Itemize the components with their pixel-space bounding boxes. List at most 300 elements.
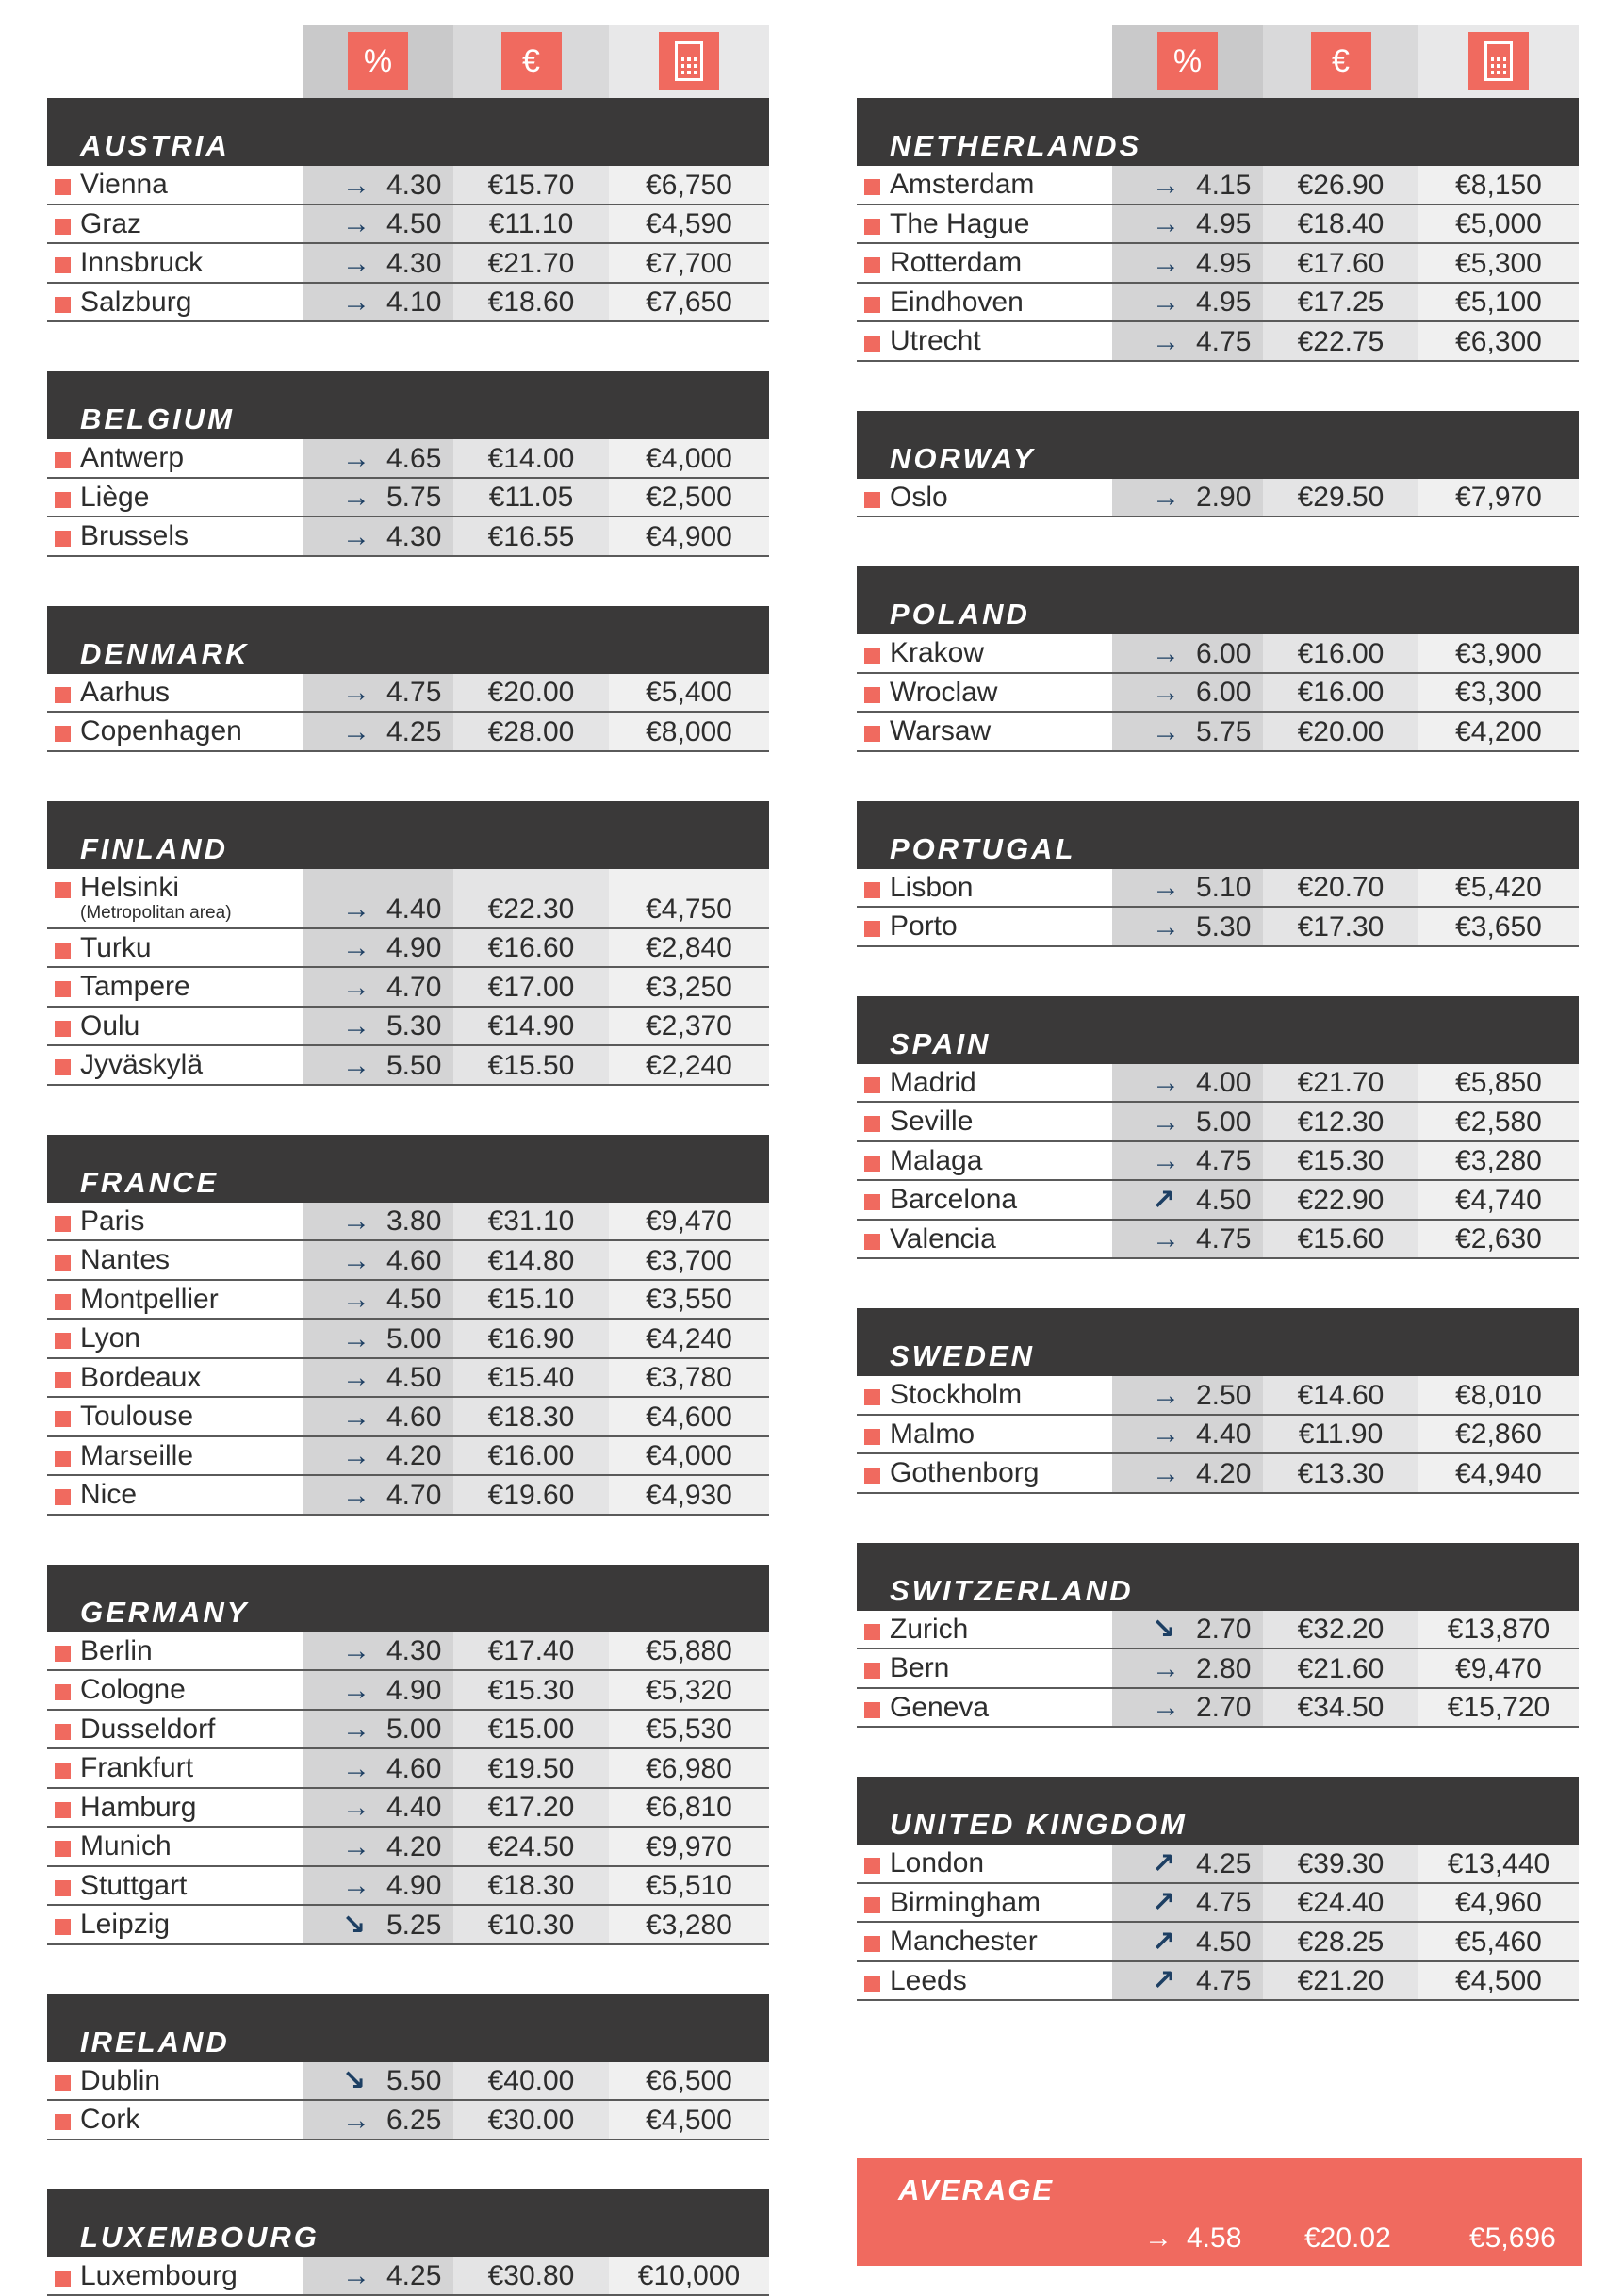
yield-value: 4.40 — [386, 893, 442, 925]
rent-value: €16.00 — [1297, 677, 1385, 708]
yield-value: 3.80 — [386, 1205, 442, 1237]
country-section-france — [47, 1135, 769, 1516]
bullet-square-icon — [55, 1724, 71, 1740]
yield-value: 2.50 — [1196, 1379, 1252, 1411]
city-row — [47, 1203, 769, 1242]
price-value: €3,300 — [1455, 677, 1542, 708]
city-name: Manchester — [890, 1926, 1038, 1957]
bullet-square-icon — [55, 257, 71, 273]
bullet-square-icon — [864, 492, 880, 508]
bullet-square-icon — [864, 687, 880, 703]
city-name: Cologne — [80, 1674, 186, 1705]
city-name: Berlin — [80, 1634, 153, 1666]
price-value: €9,970 — [646, 1830, 732, 1862]
city-row — [47, 1476, 769, 1516]
yield-value: 6.00 — [1196, 677, 1252, 708]
yield-value: 4.25 — [386, 2260, 442, 2291]
euro-icon: € — [501, 32, 562, 90]
city-name: Nantes — [80, 1244, 171, 1275]
price-value: €2,370 — [646, 1010, 732, 1041]
rent-value: €17.00 — [487, 971, 575, 1003]
bullet-square-icon — [55, 981, 71, 997]
rent-value: €19.50 — [487, 1752, 575, 1784]
city-row — [857, 674, 1579, 713]
price-value: €5,420 — [1455, 872, 1542, 903]
city-name: Nice — [80, 1479, 138, 1510]
rent-value: €15.30 — [1297, 1145, 1385, 1176]
rent-value: €26.90 — [1297, 169, 1385, 201]
rent-value: €15.40 — [487, 1362, 575, 1393]
yield-value: 4.40 — [386, 1792, 442, 1823]
yield-value: 4.50 — [386, 1284, 442, 1315]
price-value: €13,870 — [1447, 1614, 1550, 1645]
arrow-right-icon: → — [1152, 247, 1180, 279]
city-row — [47, 1867, 769, 1907]
city-name: Lyon — [80, 1322, 140, 1353]
arrow-right-icon: → — [342, 1752, 370, 1784]
country-name: SPAIN — [890, 1026, 992, 1060]
yield-value: 4.95 — [1196, 208, 1252, 239]
price-value: €4,000 — [646, 1440, 732, 1471]
yield-value: 4.75 — [1196, 1965, 1252, 1996]
country-section-austria — [47, 98, 769, 322]
percent-icon: % — [1157, 32, 1218, 90]
arrow-right-icon: → — [1152, 287, 1180, 318]
yield-value: 2.70 — [1196, 1692, 1252, 1723]
yield-value: 2.70 — [1196, 1614, 1252, 1645]
price-value: €7,970 — [1455, 482, 1542, 513]
city-name: Amsterdam — [890, 169, 1035, 200]
bullet-square-icon — [864, 1234, 880, 1250]
bullet-square-icon — [55, 219, 71, 235]
bullet-square-icon — [864, 648, 880, 664]
rent-value: €12.30 — [1297, 1106, 1385, 1138]
city-name: Utrecht — [890, 325, 981, 356]
rent-value: €30.80 — [487, 2260, 575, 2291]
rent-value: €17.60 — [1297, 247, 1385, 279]
city-row — [857, 1454, 1579, 1494]
price-value: €4,200 — [1455, 715, 1542, 747]
bullet-square-icon — [55, 1646, 71, 1662]
rent-value: €19.60 — [487, 1479, 575, 1511]
average-rent: €20.02 — [1304, 2222, 1391, 2254]
city-name: Bordeaux — [80, 1361, 202, 1393]
rent-value: €28.25 — [1297, 1926, 1385, 1958]
arrow-right-icon: → — [342, 1830, 370, 1862]
country-name: POLAND — [890, 598, 1030, 631]
city-row — [857, 1611, 1579, 1650]
arrow-right-icon: → — [1144, 2222, 1172, 2254]
price-value: €4,600 — [646, 1401, 732, 1433]
arrow-right-icon: → — [342, 169, 370, 201]
country-section-denmark — [47, 606, 769, 752]
city-row — [857, 713, 1579, 752]
yield-value: 4.60 — [386, 1752, 442, 1784]
city-name: Valencia — [890, 1222, 996, 1255]
arrow-right-icon: → — [1152, 1419, 1180, 1450]
city-name: Copenhagen — [80, 715, 242, 746]
arrow-right-icon: → — [342, 2104, 370, 2136]
city-row — [857, 1064, 1579, 1104]
arrow-right-icon: → — [1152, 1457, 1180, 1489]
city-row — [47, 674, 769, 713]
arrow-right-icon: → — [342, 1322, 370, 1354]
rent-value: €10.30 — [487, 1909, 575, 1941]
arrow-up-right-icon: ↗ — [1152, 1926, 1176, 1958]
arrow-right-icon: → — [342, 1870, 370, 1901]
yield-value: 4.65 — [386, 442, 442, 474]
arrow-right-icon: → — [342, 287, 370, 318]
arrow-right-icon: → — [1152, 715, 1180, 747]
city-name: Tampere — [80, 971, 190, 1002]
rent-value: €16.00 — [1297, 637, 1385, 669]
country-header — [47, 2189, 769, 2257]
rent-value: €34.50 — [1297, 1692, 1385, 1723]
price-value: €5,460 — [1455, 1926, 1542, 1958]
city-name: Liège — [80, 481, 150, 513]
country-header — [47, 1994, 769, 2062]
city-name: Zurich — [890, 1613, 969, 1645]
country-name: UNITED KINGDOM — [890, 1808, 1188, 1841]
arrow-right-icon: → — [1152, 1379, 1180, 1411]
bullet-square-icon — [55, 1059, 71, 1075]
arrow-down-right-icon: ↘ — [342, 1909, 367, 1941]
arrow-right-icon: → — [342, 1284, 370, 1315]
city-row — [47, 205, 769, 245]
yield-value: 4.95 — [1196, 247, 1252, 279]
arrow-right-icon: → — [342, 1362, 370, 1393]
price-value: €5,530 — [646, 1714, 732, 1745]
bullet-square-icon — [864, 297, 880, 313]
arrow-right-icon: → — [342, 208, 370, 239]
country-section-luxembourg — [47, 2189, 769, 2296]
arrow-right-icon: → — [1152, 1145, 1180, 1176]
city-name: Stuttgart — [80, 1869, 188, 1901]
price-value: €6,500 — [646, 2065, 732, 2096]
city-name: Stockholm — [890, 1379, 1023, 1410]
rent-value: €21.70 — [487, 247, 575, 279]
price-value: €4,930 — [646, 1479, 732, 1511]
bullet-square-icon — [864, 1429, 880, 1445]
building-icon — [659, 32, 719, 90]
city-row — [47, 1320, 769, 1359]
price-value: €5,100 — [1455, 287, 1542, 318]
city-name: Wroclaw — [890, 676, 998, 708]
city-row — [47, 929, 769, 969]
arrow-right-icon: → — [342, 1635, 370, 1666]
rent-value: €20.70 — [1297, 872, 1385, 903]
city-row — [857, 244, 1579, 284]
column-header — [47, 25, 769, 98]
rent-value: €15.00 — [487, 1714, 575, 1745]
price-value: €4,240 — [646, 1322, 732, 1354]
rent-value: €18.60 — [487, 287, 575, 318]
bullet-square-icon — [55, 1841, 71, 1857]
average-label: AVERAGE — [898, 2173, 1055, 2206]
arrow-up-right-icon: ↗ — [1152, 1847, 1176, 1879]
bullet-square-icon — [55, 1802, 71, 1818]
bullet-square-icon — [55, 1294, 71, 1310]
rent-value: €32.20 — [1297, 1614, 1385, 1645]
price-value: €5,510 — [646, 1870, 732, 1901]
city-name: Graz — [80, 207, 142, 239]
rent-value: €11.90 — [1298, 1419, 1384, 1450]
city-row — [857, 322, 1579, 362]
yield-value: 4.25 — [386, 715, 442, 747]
yield-value: 5.50 — [386, 2065, 442, 2096]
city-row — [47, 439, 769, 479]
arrow-right-icon: → — [1152, 1106, 1180, 1138]
city-row — [47, 1711, 769, 1750]
rent-value: €17.30 — [1297, 910, 1385, 943]
arrow-right-icon: → — [342, 1010, 370, 1041]
city-name: Gothenborg — [890, 1457, 1040, 1488]
price-value: €6,750 — [646, 169, 732, 201]
rent-value: €11.05 — [488, 482, 574, 513]
percent-icon: % — [348, 32, 408, 90]
bullet-square-icon — [55, 687, 71, 703]
city-row — [47, 2062, 769, 2102]
arrow-right-icon: → — [342, 1205, 370, 1237]
average-yield: 4.58 — [1187, 2222, 1242, 2254]
city-name: London — [890, 1847, 985, 1878]
bullet-square-icon — [864, 1077, 880, 1093]
yield-value: 4.30 — [386, 169, 442, 201]
yield-value: 4.90 — [386, 1870, 442, 1901]
rent-value: €17.20 — [487, 1792, 575, 1823]
yield-value: 4.60 — [386, 1244, 442, 1276]
city-name: Munich — [80, 1830, 172, 1861]
rent-value: €16.55 — [487, 520, 575, 552]
arrow-right-icon: → — [342, 247, 370, 279]
arrow-right-icon: → — [1152, 872, 1180, 903]
city-row — [47, 517, 769, 557]
bullet-square-icon — [864, 1663, 880, 1679]
bullet-square-icon — [55, 943, 71, 959]
city-name: Antwerp — [80, 442, 185, 473]
price-value: €5,880 — [646, 1635, 732, 1666]
average-price: €5,696 — [1469, 2222, 1556, 2254]
rent-value: €15.30 — [487, 1674, 575, 1706]
city-row — [47, 2101, 769, 2140]
yield-value: 5.30 — [386, 1010, 442, 1041]
city-name: Leeds — [890, 1964, 967, 1996]
arrow-up-right-icon: ↗ — [1152, 1965, 1176, 1996]
city-row — [857, 1103, 1579, 1142]
price-value: €3,250 — [646, 971, 732, 1003]
bullet-square-icon — [864, 1936, 880, 1952]
city-name: Porto — [890, 910, 958, 942]
rent-value: €16.90 — [487, 1322, 575, 1354]
price-value: €4,500 — [646, 2104, 732, 2136]
arrow-right-icon: → — [342, 1479, 370, 1511]
bullet-square-icon — [864, 257, 880, 273]
city-name: Oulu — [80, 1009, 140, 1041]
country-header — [857, 1777, 1579, 1845]
city-name: Geneva — [890, 1691, 990, 1723]
price-value: €3,550 — [646, 1284, 732, 1315]
yield-value: 4.75 — [1196, 1145, 1252, 1176]
yield-value: 6.25 — [386, 2104, 442, 2136]
price-value: €5,320 — [646, 1674, 732, 1706]
bullet-square-icon — [55, 1763, 71, 1779]
city-row — [857, 1376, 1579, 1416]
city-row — [857, 1884, 1579, 1924]
bullet-square-icon — [55, 1451, 71, 1467]
price-value: €5,000 — [1455, 208, 1542, 239]
rent-value: €18.30 — [487, 1401, 575, 1433]
bullet-square-icon — [55, 2114, 71, 2130]
city-row — [47, 968, 769, 1008]
country-section-belgium — [47, 371, 769, 557]
city-name: Birmingham — [890, 1886, 1041, 1918]
city-name: Dublin — [80, 2064, 161, 2096]
price-value: €6,810 — [646, 1792, 732, 1823]
city-name: Salzburg — [80, 286, 192, 318]
rent-value: €39.30 — [1297, 1847, 1385, 1879]
price-value: €4,940 — [1455, 1457, 1542, 1489]
rent-value: €24.50 — [487, 1830, 575, 1862]
city-name: Montpellier — [80, 1283, 219, 1315]
arrow-right-icon: → — [342, 715, 370, 747]
average-panel — [857, 2158, 1582, 2266]
country-section-norway — [857, 411, 1579, 518]
yield-value: 4.20 — [386, 1440, 442, 1471]
rent-value: €13.30 — [1297, 1457, 1385, 1489]
price-value: €3,280 — [1455, 1145, 1542, 1176]
country-name: NORWAY — [890, 441, 1036, 475]
bullet-square-icon — [55, 882, 71, 898]
price-value: €7,700 — [646, 247, 732, 279]
bullet-square-icon — [55, 1919, 71, 1935]
city-name: Cork — [80, 2104, 140, 2135]
country-name: AUSTRIA — [80, 129, 230, 162]
city-name: Lisbon — [890, 871, 974, 903]
yield-value: 5.75 — [386, 482, 442, 513]
bullet-square-icon — [864, 1858, 880, 1874]
city-name: Oslo — [890, 481, 948, 513]
yield-value: 5.50 — [386, 1049, 442, 1081]
bullet-square-icon — [55, 179, 71, 195]
city-row — [47, 713, 769, 752]
rent-value: €22.30 — [487, 893, 575, 925]
price-value: €8,000 — [646, 715, 732, 747]
country-header — [47, 371, 769, 439]
rent-value: €15.50 — [487, 1049, 575, 1081]
rent-value: €15.70 — [487, 169, 575, 201]
country-name: SWITZERLAND — [890, 1573, 1134, 1607]
country-section-ireland — [47, 1994, 769, 2140]
city-name: Helsinki — [80, 871, 180, 903]
yield-value: 4.60 — [386, 1401, 442, 1433]
arrow-right-icon: → — [1152, 637, 1180, 669]
country-header — [857, 801, 1579, 869]
rent-value: €29.50 — [1297, 482, 1385, 513]
price-value: €2,860 — [1455, 1419, 1542, 1450]
city-name: Paris — [80, 1205, 145, 1237]
country-section-portugal — [857, 801, 1579, 947]
rent-value: €24.40 — [1297, 1887, 1385, 1918]
bullet-square-icon — [55, 531, 71, 547]
city-name: Hamburg — [80, 1791, 197, 1823]
arrow-right-icon: → — [342, 1674, 370, 1706]
yield-value: 4.50 — [386, 1362, 442, 1393]
bullet-square-icon — [55, 726, 71, 742]
city-row — [47, 1828, 769, 1867]
city-name: Malmo — [890, 1418, 975, 1450]
city-row — [47, 1008, 769, 1047]
rent-value: €22.75 — [1297, 325, 1385, 357]
price-value: €6,300 — [1455, 325, 1542, 357]
country-name: SWEDEN — [890, 1339, 1036, 1372]
arrow-right-icon: → — [342, 932, 370, 963]
bullet-square-icon — [864, 1624, 880, 1640]
yield-value: 4.90 — [386, 1674, 442, 1706]
yield-value: 4.75 — [1196, 1223, 1252, 1255]
city-name: Vienna — [80, 169, 168, 200]
rent-value: €21.70 — [1297, 1067, 1385, 1098]
rent-value: €21.60 — [1297, 1652, 1385, 1684]
city-row — [857, 1142, 1579, 1182]
yield-value: 6.00 — [1196, 637, 1252, 669]
rent-value: €17.40 — [487, 1635, 575, 1666]
arrow-right-icon: → — [342, 971, 370, 1003]
arrow-right-icon: → — [1152, 1692, 1180, 1723]
city-row — [47, 1437, 769, 1477]
city-row — [857, 908, 1579, 947]
country-section-spain — [857, 996, 1579, 1260]
yield-value: 5.10 — [1196, 872, 1252, 903]
city-row — [857, 1689, 1579, 1729]
arrow-right-icon: → — [1152, 325, 1180, 357]
rent-value: €21.20 — [1297, 1965, 1385, 1996]
price-value: €6,980 — [646, 1752, 732, 1784]
yield-value: 4.10 — [386, 287, 442, 318]
country-header — [47, 1565, 769, 1632]
rent-value: €20.00 — [1297, 715, 1385, 747]
arrow-right-icon: → — [342, 520, 370, 552]
price-value: €5,850 — [1455, 1067, 1542, 1098]
yield-value: 4.30 — [386, 520, 442, 552]
bullet-square-icon — [55, 2075, 71, 2091]
city-name: Eindhoven — [890, 286, 1024, 318]
city-name: Luxembourg — [80, 2259, 238, 2291]
yield-value: 4.30 — [386, 247, 442, 279]
yield-value: 2.80 — [1196, 1652, 1252, 1684]
price-value: €7,650 — [646, 287, 732, 318]
bullet-square-icon — [55, 452, 71, 468]
price-value: €4,500 — [1455, 1965, 1542, 1996]
city-name: Seville — [890, 1106, 974, 1137]
country-header — [47, 1135, 769, 1203]
city-row — [857, 1221, 1579, 1260]
rent-value: €16.60 — [487, 932, 575, 963]
arrow-right-icon: → — [342, 1792, 370, 1823]
yield-value: 5.00 — [386, 1714, 442, 1745]
city-row — [47, 869, 769, 929]
arrow-up-right-icon: ↗ — [1152, 1887, 1176, 1918]
city-row — [47, 1671, 769, 1711]
arrow-right-icon: → — [342, 1401, 370, 1433]
bullet-square-icon — [864, 1156, 880, 1172]
arrow-down-right-icon: ↘ — [1152, 1614, 1176, 1645]
country-header — [857, 411, 1579, 479]
yield-value: 2.90 — [1196, 482, 1252, 513]
city-name: Innsbruck — [80, 247, 204, 278]
city-name: The Hague — [890, 207, 1030, 239]
city-name: Turku — [80, 931, 152, 963]
yield-value: 4.95 — [1196, 287, 1252, 318]
